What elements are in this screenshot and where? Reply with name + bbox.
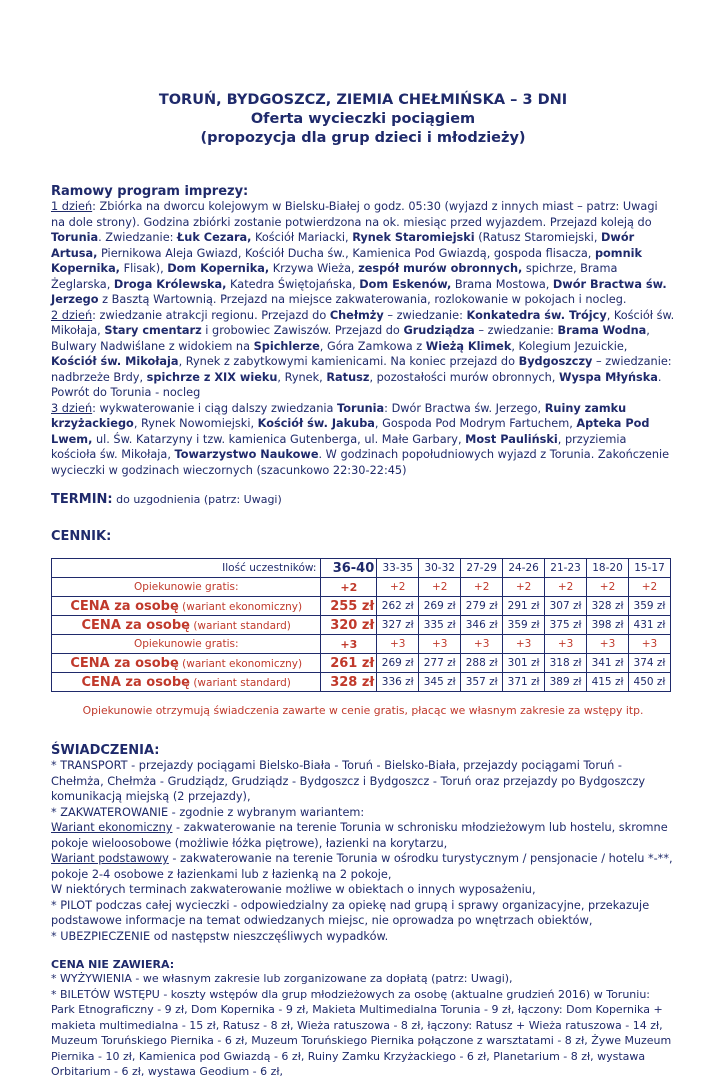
day1-segment: pomnik Kopernika, (51, 246, 642, 275)
price-label-variant: (wariant ekonomiczny) (178, 600, 303, 613)
price-label-main: CENA za osobę (81, 617, 190, 633)
price-value: 415 zł (587, 673, 629, 692)
day1-segment: spichrze, Brama Żeglarska, (51, 262, 618, 291)
cennik-section (51, 529, 675, 717)
price-value: 327 zł (377, 616, 419, 635)
title-line-2: Oferta wycieczki pociągiem (250, 111, 476, 127)
price-label (52, 616, 321, 635)
participants-group: 21-23 (545, 559, 587, 578)
participants-group: 33-35 (377, 559, 419, 578)
day2-segment: – zwiedzanie: (383, 308, 467, 322)
day2-segment: spichrze z XIX wieku (146, 370, 278, 384)
price-value: +3 (628, 635, 670, 654)
day1-segment: z Basztą Wartownią. Przejazd na miejsce zakwaterowania, rozlokowanie w pokojach i nocleg. (98, 293, 627, 306)
price-main-value: +2 (321, 578, 377, 597)
day1-segment: (Ratusz Staromiejski, (474, 231, 602, 244)
day3-segment: , Gospoda Pod Modrym Fartuchem, (374, 417, 577, 430)
sw-eko-label: Wariant ekonomiczny (51, 821, 173, 834)
price-value: +2 (377, 578, 419, 597)
price-row (52, 578, 671, 597)
participants-group: 15-17 (628, 559, 670, 578)
day2-segment: Brama Wodna (557, 324, 647, 337)
price-main-value: 320 zł (321, 616, 377, 635)
price-label (52, 597, 321, 616)
sw-eko-text: - zakwaterowanie na terenie Torunia w schronisku młodzieżowym lub hostelu, skromne pokoje wieloosobowe (możliwie łóżka piętrowe), łazienki na korytarzu, (51, 821, 668, 850)
day2-segment: – zwiedzanie: (474, 324, 558, 337)
day1-segment: Dwór Bractwa św. Jerzego (51, 277, 667, 306)
day2-segment: Bydgoszczy (518, 355, 593, 368)
nz-wyzywienie: * WYŻYWIENIA - we własnym zakresie lub zorganizowane za dopłatą (patrz: Uwagi), (51, 972, 513, 985)
price-value: 277 zł (419, 654, 461, 673)
day3-segment: , Rynek Nowomiejski, (133, 417, 258, 430)
sw-zakwaterowanie: * ZAKWATEROWANIE - zgodnie z wybranym wariantem: (51, 805, 365, 819)
day2-segment: Grudziądza (403, 324, 475, 337)
participants-group: 27-29 (461, 559, 503, 578)
day3-segment: Kościół św. Jakuba (257, 417, 375, 430)
price-value: +3 (461, 635, 503, 654)
day3-segment: Towarzystwo Naukowe (174, 448, 319, 461)
day3-segment: Most Pauliński (465, 432, 558, 446)
price-value: +3 (503, 635, 545, 654)
swiadczenia-text (51, 758, 675, 944)
day1-segment: Krzywa Wieża, (269, 262, 359, 275)
day2-segment: , pozostałości murów obronnych, (369, 370, 559, 384)
participants-main-group: 36-40 (321, 559, 377, 578)
day3-segment: : wykwaterowanie i ciąg dalszy zwiedzania (92, 401, 338, 415)
price-value: +2 (628, 578, 670, 597)
price-value: 371 zł (503, 673, 545, 692)
price-row (52, 597, 671, 616)
price-row (52, 654, 671, 673)
day2-segment: , Bulwary Nadwiślane z widokiem na (51, 324, 650, 353)
price-value: +2 (461, 578, 503, 597)
day2-segment: : zwiedzanie atrakcji regionu. Przejazd do (92, 308, 330, 322)
day2-segment: , Kolegium Jezuickie, (511, 339, 628, 353)
program-heading: Ramowy program imprezy: (51, 184, 249, 199)
price-value: +2 (419, 578, 461, 597)
price-value: +3 (545, 635, 587, 654)
price-row (52, 616, 671, 635)
price-value: 318 zł (545, 654, 587, 673)
day3-segment: ul. Św. Katarzyny i tzw. kamienica Gutenberga, ul. Małe Garbary, (92, 432, 466, 446)
price-value: +2 (587, 578, 629, 597)
price-table-header (52, 559, 671, 578)
day2-segment: , Rynek z zabytkowymi kamienicami. Na koniec przejazd do (178, 355, 519, 368)
price-row (52, 673, 671, 692)
price-value: 269 zł (377, 654, 419, 673)
day2-segment: Stary cmentarz (104, 324, 202, 337)
price-value: +2 (545, 578, 587, 597)
price-label (52, 673, 321, 692)
price-value: 450 zł (628, 673, 670, 692)
price-value: 389 zł (545, 673, 587, 692)
price-value: 341 zł (587, 654, 629, 673)
price-table (51, 558, 671, 692)
day1-segment: Brama Mostowa, (451, 277, 553, 291)
day1-segment: Kościół Mariacki, (251, 231, 353, 244)
day3-rest (51, 402, 669, 477)
day2-segment: Kościół św. Mikołaja (51, 355, 179, 368)
swiadczenia-section (51, 743, 675, 944)
cennik-note: Opiekunowie otrzymują świadczenia zawarte w cenie gratis, płacąc we własnym zakresie za wstępy itp. (82, 704, 644, 717)
price-value: 346 zł (461, 616, 503, 635)
day3-segment: : Dwór Bractwa św. Jerzego, (384, 401, 545, 415)
sw-std-text: - zakwaterowanie na terenie Torunia w ośrodku turystycznym / pensjonacie / hotelu *-**, pokoje 2-4 osobowe z łazienkami lub z łazienką na 2 pokoje, (51, 852, 673, 881)
day2-segment: – zwiedzanie: nadbrzeże Brdy, (51, 355, 672, 384)
price-main-value: +3 (321, 635, 377, 654)
day3-label: 3 dzień (51, 401, 93, 415)
nie-zawiera-heading: CENA NIE ZAWIERA: (51, 958, 175, 971)
day3-segment: , przyziemia kościoła św. Mikołaja, (51, 432, 627, 461)
day1-segment: Łuk Cezara, (177, 231, 252, 244)
title-line-1: TORUŃ, BYDGOSZCZ, ZIEMIA CHEŁMIŃSKA – 3 DNI (158, 92, 568, 108)
gratis-label: Opiekunowie gratis: (52, 635, 321, 654)
day2-segment: Wieżą Klimek (425, 339, 512, 353)
nz-bilety: * BILETÓW WSTĘPU - koszty wstępów dla grup młodzieżowych za osobę (aktualne grudzień 2016) w Toruniu: Park Etnograficzny - 9 zł, Dom Kopernika - 9 zł, Makieta Multimedialna Torunia - 9 zł, łączony: Dom Kopernika + makieta multimedialna - 15 zł, Ratusz - 8 zł, Wieża ratuszowa - 8 zł, łączony: Ratusz + Wieża ratuszowa - 14 zł, Muzeum Toruńskiego Piernika - 6 zł, Muzeum Toruńskiego Piernika połączone z warsztatami - 8 zł, Żywe Muzeum Piernika - 10 zł, Kamienica pod Gwiazdą - 6 zł, Ruiny Zamku Krzyżackiego - 6 zł, Planetarium - 8 zł, wystawa Orbitarium - 6 zł, wystawa Geodium - 6 zł, (51, 987, 672, 1078)
nie-zawiera-section (51, 958, 675, 1080)
day2-segment: . Powrót do Torunia - nocleg (51, 370, 662, 399)
sw-ubezpieczenie: * UBEZPIECZENIE od następstw nieszczęśliwych wypadków. (51, 929, 389, 943)
sw-transport: * TRANSPORT - przejazdy pociągami Bielsko-Biała - Toruń - Bielsko-Biała, przejazdy pociągami Toruń - Chełmża, Chełmża - Grudziądz, Grudziądz - Bydgoszcz i Bydgoszcz - Toruń oraz przejazdy po Bydgoszczy komunikacją miejską (2 przejazdy), (51, 759, 646, 803)
price-label-variant: (wariant ekonomiczny) (178, 657, 303, 670)
price-value: 345 zł (419, 673, 461, 692)
participants-group: 18-20 (587, 559, 629, 578)
day2-segment: , Rynek, (277, 370, 327, 384)
day2-segment: Konkatedra św. Trójcy (466, 308, 607, 322)
price-value: +3 (377, 635, 419, 654)
day2-segment: i grobowiec Zawiszów. Przejazd do (201, 324, 404, 337)
day1-segment: Flisak), (119, 262, 168, 275)
document-page (51, 0, 675, 1080)
sw-pilot: * PILOT podczas całej wycieczki - odpowiedzialny za opiekę nad grupą i sprawy organizacyjne, przekazuje podstawowe informacje na temat odwiedzanych miejsc, nie oprowadza po wnętrzach obiektów, (51, 898, 650, 927)
day3-segment: . W godzinach popołudniowych wyjazd z Torunia. Zakończenie wycieczki w godzinach wieczornych (szacunkowo 22:30-22:45) (51, 448, 670, 477)
program-section (51, 184, 675, 478)
price-value: 301 zł (503, 654, 545, 673)
price-value: 307 zł (545, 597, 587, 616)
day1-segment: Dom Kopernika, (167, 262, 270, 275)
day1-segment: Rynek Staromiejski (352, 231, 475, 244)
price-main-value: 261 zł (321, 654, 377, 673)
day3-segment: Apteka Pod Lwem, (51, 417, 650, 446)
day3-segment: Ruiny zamku krzyżackiego (51, 401, 627, 430)
day2-segment: Chełmży (329, 308, 384, 322)
day2-segment: , Góra Zamkowa z (319, 339, 426, 353)
day3-segment: Torunia (337, 401, 385, 415)
termin-label: TERMIN: (51, 492, 113, 507)
termin-value: do uzgodnienia (patrz: Uwagi) (112, 493, 282, 506)
day2-label: 2 dzień (51, 308, 93, 322)
price-value: 374 zł (628, 654, 670, 673)
participants-group: 24-26 (503, 559, 545, 578)
termin-section (51, 492, 675, 507)
day1-segment: Torunia (51, 231, 99, 244)
price-value: 328 zł (587, 597, 629, 616)
price-label-variant: (wariant standard) (190, 619, 291, 632)
day1-text: : Zbiórka na dworcu kolejowym w Bielsku-Białej o godz. 05:30 (wyjazd z innych miast – patrz: Uwagi na dole strony). Godzina zbiórki zostanie potwierdzona na ok. miesiąc przed wyjazdem. Przejazd koleją do (51, 200, 658, 229)
price-value: 291 zł (503, 597, 545, 616)
day1-segment: Katedra Świętojańska, (226, 277, 360, 291)
price-value: 431 zł (628, 616, 670, 635)
gratis-label: Opiekunowie gratis: (52, 578, 321, 597)
price-label-main: CENA za osobę (70, 598, 179, 614)
day2-segment: Ratusz (326, 370, 370, 384)
day2-rest (51, 309, 674, 400)
day1-segment: Dwór Artusa, (51, 231, 635, 260)
program-text (51, 199, 675, 478)
price-value: 279 zł (461, 597, 503, 616)
swiadczenia-heading: ŚWIADCZENIA: (51, 743, 160, 758)
sw-std-label: Wariant podstawowy (51, 852, 169, 865)
price-value: 335 zł (419, 616, 461, 635)
price-label-main: CENA za osobę (70, 655, 179, 671)
nie-zawiera-text (51, 971, 675, 1080)
day1-rest (51, 231, 667, 306)
participants-label: Ilość uczestników: (52, 559, 321, 578)
price-value: 262 zł (377, 597, 419, 616)
price-main-value: 328 zł (321, 673, 377, 692)
price-value: 336 zł (377, 673, 419, 692)
price-row (52, 635, 671, 654)
sw-note: W niektórych terminach zakwaterowanie możliwe w obiektach o innych wyposażeniu, (51, 883, 536, 896)
price-value: 375 zł (545, 616, 587, 635)
price-value: +3 (587, 635, 629, 654)
day1-segment: . Zwiedzanie: (98, 231, 178, 244)
title-line-3: (propozycja dla grup dzieci i młodzieży) (200, 130, 526, 146)
price-value: 288 zł (461, 654, 503, 673)
day2-segment: , Kościół św. Mikołaja, (51, 308, 675, 337)
day1-segment: Dom Eskenów, (359, 277, 452, 291)
document-title (51, 91, 675, 148)
price-value: 269 zł (419, 597, 461, 616)
cennik-heading: CENNIK: (51, 529, 112, 544)
day1-segment: Droga Królewska, (113, 277, 227, 291)
price-value: 357 zł (461, 673, 503, 692)
participants-group: 30-32 (419, 559, 461, 578)
day2-segment: Wyspa Młyńska (558, 370, 658, 384)
day1-segment: Piernikowa Aleja Gwiazd, Kościół Ducha św., Kamienica Pod Gwiazdą, gospoda flisacza, (97, 246, 595, 260)
day2-segment: Spichlerze (253, 339, 320, 353)
price-value: 398 zł (587, 616, 629, 635)
price-value: +3 (419, 635, 461, 654)
price-value: 359 zł (628, 597, 670, 616)
day1-segment: zespół murów obronnych, (358, 262, 523, 275)
price-main-value: 255 zł (321, 597, 377, 616)
price-value: +2 (503, 578, 545, 597)
price-label-variant: (wariant standard) (190, 676, 291, 689)
price-label-main: CENA za osobę (81, 674, 190, 690)
day1-label: 1 dzień (51, 200, 93, 213)
price-label (52, 654, 321, 673)
price-value: 359 zł (503, 616, 545, 635)
